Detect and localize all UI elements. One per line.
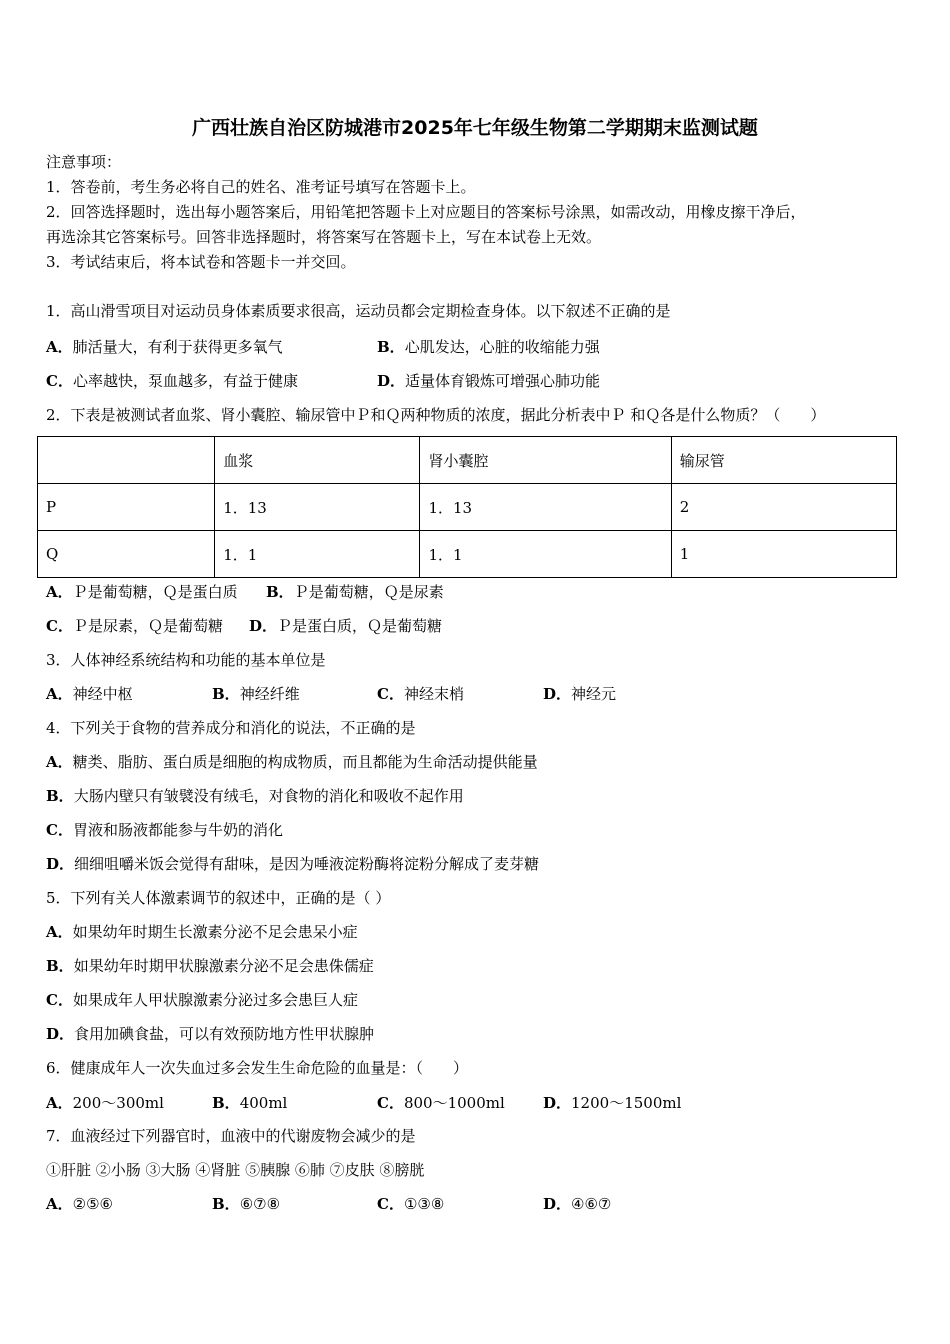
question-stem: 6．健康成年人一次失血过多会发生生命危险的血量是：（ ） <box>46 1059 469 1077</box>
option-b: B．大肠内壁只有皱襞没有绒毛，对食物的消化和吸收不起作用 <box>46 787 464 805</box>
table-header: 输尿管 <box>671 437 896 484</box>
question-stem: 4．下列关于食物的营养成分和消化的说法，不正确的是 <box>46 719 416 737</box>
option-d: D．食用加碘食盐，可以有效预防地方性甲状腺肿 <box>46 1025 375 1043</box>
notice-item: 1．答卷前，考生务必将自己的姓名、准考证号填写在答题卡上。 <box>46 178 476 196</box>
option-d: D．适量体育锻炼可增强心肺功能 <box>377 372 601 390</box>
table-cell: 1．1 <box>420 531 671 578</box>
option-a: A．200～300ml <box>46 1094 164 1112</box>
option-c: C．如果成年人甲状腺激素分泌过多会患巨人症 <box>46 991 358 1009</box>
option-d: D．Ｐ是蛋白质，Ｑ是葡萄糖 <box>249 617 443 635</box>
option-c: C．胃液和肠液都能参与牛奶的消化 <box>46 821 283 839</box>
option-d: D．神经元 <box>543 685 617 703</box>
question-stem: 7．血液经过下列器官时，血液中的代谢废物会减少的是 <box>46 1127 416 1145</box>
table-cell: 1．1 <box>215 531 420 578</box>
option-b: B．400ml <box>212 1094 288 1112</box>
option-b: B．心肌发达，心脏的收缩能力强 <box>377 338 600 356</box>
option-c: C．800～1000ml <box>377 1094 505 1112</box>
option-c: C．神经末梢 <box>377 685 464 703</box>
notice-heading: 注意事项： <box>46 153 122 171</box>
page-title: 广西壮族自治区防城港市2025年七年级生物第二学期期末监测试题 <box>192 117 758 139</box>
notice-item: 再选涂其它答案标号。回答非选择题时，将答案写在答题卡上，写在本试卷上无效。 <box>46 228 602 246</box>
question-stem: 5．下列有关人体激素调节的叙述中，正确的是（ ） <box>46 889 391 907</box>
option-b: B．Ｐ是葡萄糖，Ｑ是尿素 <box>266 583 444 601</box>
option-a: A．糖类、脂肪、蛋白质是细胞的构成物质，而且都能为生命活动提供能量 <box>46 753 538 771</box>
option-a: A．Ｐ是葡萄糖，Ｑ是蛋白质 <box>46 583 238 601</box>
option-a: A．神经中枢 <box>46 685 133 703</box>
option-b: B．如果幼年时期甲状腺激素分泌不足会患侏儒症 <box>46 957 374 975</box>
table-cell: Q <box>38 531 215 578</box>
option-d: D．1200～1500ml <box>543 1094 682 1112</box>
notice-item: 3．考试结束后，将本试卷和答题卡一并交回。 <box>46 253 356 271</box>
table-row <box>38 531 897 578</box>
option-d: D．④⑥⑦ <box>543 1195 612 1213</box>
table-cell: 1 <box>671 531 896 578</box>
option-b: B．神经纤维 <box>212 685 300 703</box>
table-cell: 1．13 <box>420 484 671 531</box>
option-a: A．②⑤⑥ <box>46 1195 113 1213</box>
table-header-row <box>38 437 897 484</box>
table-cell <box>38 437 215 484</box>
option-a: A．肺活量大，有利于获得更多氧气 <box>46 338 283 356</box>
table-row <box>38 484 897 531</box>
option-b: B．⑥⑦⑧ <box>212 1195 281 1213</box>
table-cell: 1．13 <box>215 484 420 531</box>
question-stem: 3．人体神经系统结构和功能的基本单位是 <box>46 651 326 669</box>
question-stem: 1．高山滑雪项目对运动员身体素质要求很高，运动员都会定期检查身体。以下叙述不正确的是 <box>46 302 671 320</box>
concentration-table <box>37 436 897 578</box>
question-stem: 2．下表是被测试者血浆、肾小囊腔、输尿管中Ｐ和Ｑ两种物质的浓度，据此分析表中Ｐ 和Ｑ各是什么物质？（ ） <box>46 406 826 424</box>
table-header: 血浆 <box>215 437 420 484</box>
table-header: 肾小囊腔 <box>420 437 671 484</box>
option-c: C．心率越快，泵血越多，有益于健康 <box>46 372 298 390</box>
option-c: C．Ｐ是尿素，Ｑ是葡萄糖 <box>46 617 223 635</box>
organ-list: ①肝脏 ②小肠 ③大肠 ④肾脏 ⑤胰腺 ⑥肺 ⑦皮肤 ⑧膀胱 <box>46 1161 425 1179</box>
notice-item: 2．回答选择题时，选出每小题答案后，用铅笔把答题卡上对应题目的答案标号涂黑，如需改动，用橡皮擦干净后， <box>46 203 806 221</box>
option-a: A．如果幼年时期生长激素分泌不足会患呆小症 <box>46 923 358 941</box>
option-d: D．细细咀嚼米饭会觉得有甜味，是因为唾液淀粉酶将淀粉分解成了麦芽糖 <box>46 855 540 873</box>
table-cell: 2 <box>671 484 896 531</box>
option-c: C．①③⑧ <box>377 1195 445 1213</box>
table-cell: P <box>38 484 215 531</box>
